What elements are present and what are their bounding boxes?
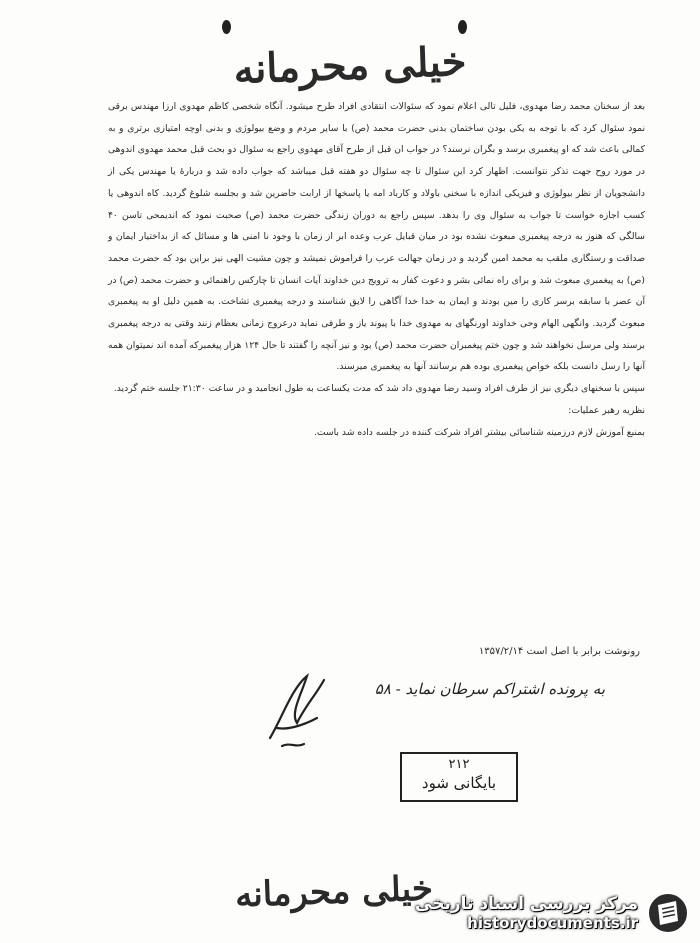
report-paragraph: نظریه رهبر عملیات: [568, 404, 645, 416]
report-paragraph: بعد از سخنان محمد رضا مهدوی، فلیل تالی اعلام نمود که سئوالات انتقادی افراد طرح میشود. آنگاه شخصی کاظم مهدوی ارزا مهندس برقی نمود سئوال کرد که با توجه به یکی بودن ساختمان بدنی حضرت محمد (ص) با سایر مردم و وضع بیولوژی و بدنی اوچه امتیازی برتری و به کمالی باعث شد که او پیغمبری برسد و بگران نرسند؟ در جواب ان قبل از طرح آقای مهدوی راجع به سئوال دو بحث قبل محمد مهدوی اندوهی در مورد روح جهت تذکر نتوانست. اظهار کرد این سئوال تا چه سئوال دو هفته قبل میباشد که جواب داده شد و دربارۀ یا مهندس یکی از دانشجویان از نظر بیولوژی و فیزیکی اندازه با سخنی باولاد و کارباد امه یا پاسخها از ارابت حاضرین شد و بجلسه شلوغ گردید. کاه اندوهی یا کسب اجازه خواست تا جواب به سئوال وی را بدهد. سپس راجع به دوران زندگی حضرت محمد (ص) صحبت نمود که اندیمحی تاسن ۴۰ سالگی که هنوز به درجه پیغمبری مبعوث نشده بود در میان قبایل عرب وعده ابر از زمان با وجود نا امنی ها و مسائل که از بداختیار ایمان و صداقت و رستگاری ملقب به محمد امین گردید و در زمان جهالت عرب را فراموش نمیشد و چون مشیت الهی نیز براین بود که حضرت محمد (ص) به پیغمبری مبعوث شد و برای راه نمائی بشر و دعوت کفار به ترویج دین خداوند آیات انسان تا چارکس راهنمائی و حضرت محمد (ص) در آن عصر با سابقه برسر کاری را مین بودند و ایمان به خدا خدا آگاهی را لایق شناسند و درجه پیغمبری تشاخت. به همین دلیل او به پیغمبری مبعوث گردید. وانگهی الهام وحی خداوند اورنگهای به مهدوی خدا با پیوند یاز و طرفی نماید درعروج زمانی بعظام زنند وقتی به درجه پیغمبری برسند ولی مرسل نخواهند شد و چون ختم پیغمبران حضرت محمد (ص) بود و نیز آنچه را گفتند تا حال ۱۲۴ هزار پیغمبرکه آمده اند نمیتوان همه آنها را رسل دانست بلکه خواص پیغمبری بوده هم برسانند آنها به پیغمبری میرسند. [108, 101, 645, 373]
handwritten-note: به پرونده اشتراکم سرطان نماید - ۵۸ [374, 680, 605, 698]
watermark [415, 891, 690, 935]
watermark-url: historydocuments.ir [467, 914, 638, 932]
archive-logo-icon [646, 891, 690, 935]
report-paragraph: بمنبع آموزش لازم درزمینه شناسائی بیشتر افراد شرکت کننده در جلسه داده شد باست. [313, 426, 645, 438]
signature-icon [262, 668, 332, 753]
punch-hole-left [222, 20, 231, 34]
certified-copy-line: رونوشت برابر با اصل است ۱۳۵۷/۲/۱۴ [478, 646, 640, 657]
report-paragraph: سپس با سخنهای دیگری نیز از طرف افراد وسید رضا مهدوی داد شد که مدت یکساعت به طول انجامید و در ساعت ۲۱:۳۰ جلسه ختم گردید. [113, 383, 645, 395]
watermark-name: مرکز بررسی اسناد تاریخی [415, 894, 638, 914]
classification-stamp-top: خیلی محرمانه [232, 37, 468, 94]
report-body [108, 96, 645, 443]
classification-stamp-bottom: خیلی محرمانه [234, 868, 434, 916]
punch-hole-right [458, 20, 467, 34]
archive-number: ۲۱۲ [448, 757, 470, 772]
archive-stamp [400, 752, 518, 802]
archive-label: بایگانی شود [421, 774, 497, 792]
